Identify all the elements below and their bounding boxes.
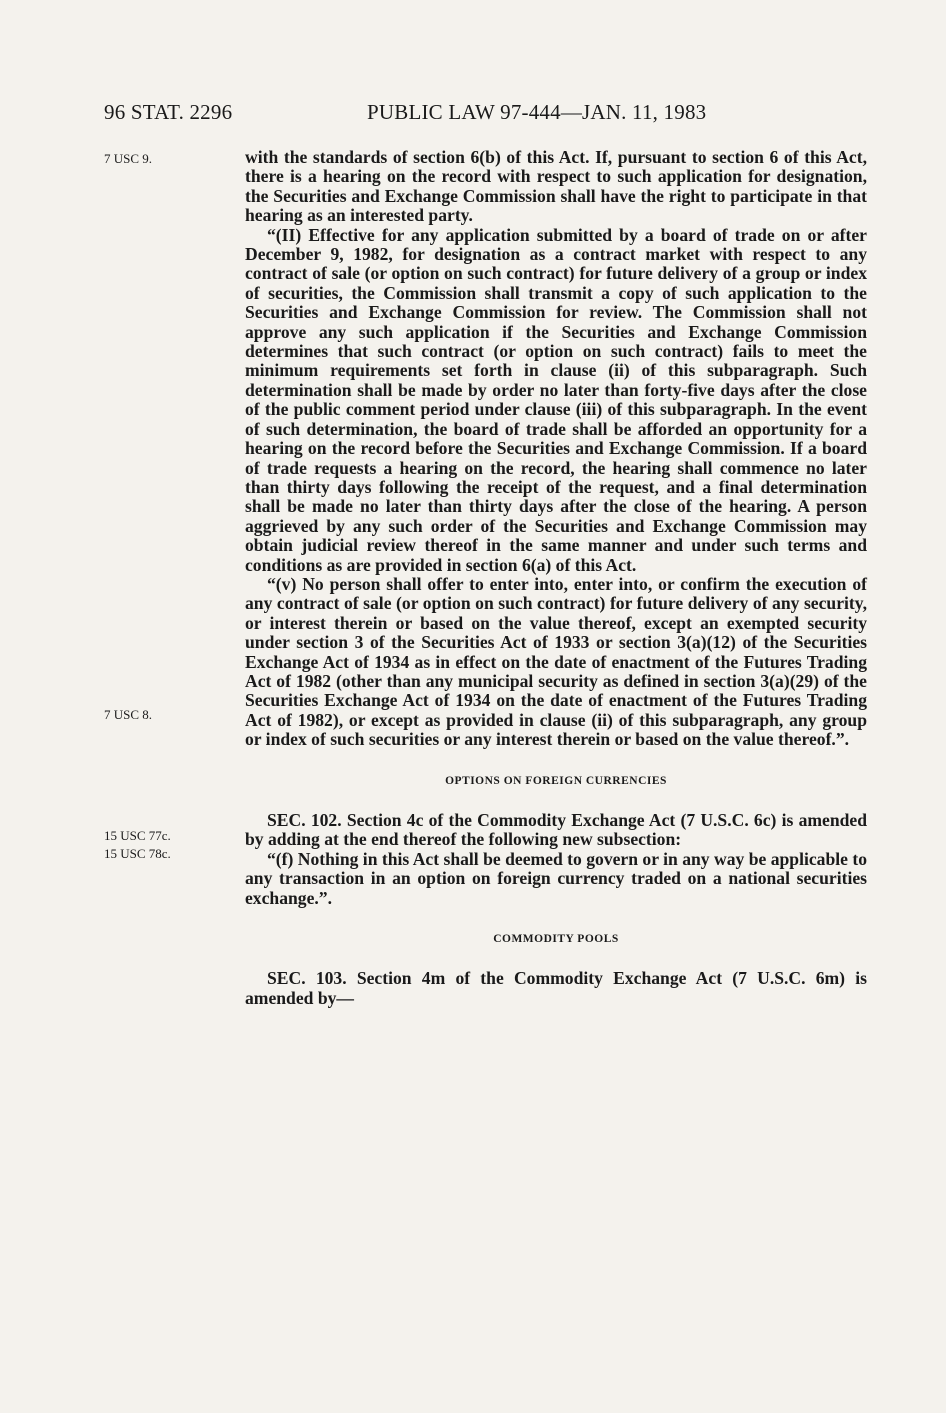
paragraph-subsection-f: “(f) Nothing in this Act shall be deemed to govern or in any way be applicable to any transaction in an option on foreign currency traded on a national securities exchange.”. bbox=[245, 848, 867, 908]
margin-note: 7 USC 9. bbox=[104, 151, 153, 166]
margin-note: 7 USC 8. bbox=[104, 707, 153, 722]
section-heading-options: OPTIONS ON FOREIGN CURRENCIES bbox=[445, 774, 667, 787]
paragraph-continuation: with the standards of section 6(b) of this Act. If, pursuant to section 6 of this Act, there is a hearing on the record with respect to such application for designation, the Securities and Exchange Commission shall have the right to participate in that hearing as an interested party. bbox=[245, 147, 867, 226]
paragraph-sec-103: SEC. 103. Section 4m of the Commodity Exchange Act (7 U.S.C. 6m) is amended by— bbox=[245, 968, 867, 1008]
paragraph-clause-v: “(v) No person shall offer to enter into, enter into, or confirm the execution of any contract of sale (or option on such contract) for future delivery of any security, or interest therein or based on the value thereof, except an exempted security under section 3 of the Securities Act of 1933 or section 3(a)(12) of the Securities Exchange Act of 1934 as in effect on the date of enactment of the Futures Trading Act of 1982 (other than any municipal security as defined in section 3(a)(29) of the Securities Exchange Act of 1934 on the date of enactment of the Futures Trading Act of 1982), or except as provided in clause (ii) of this subparagraph, any group or index of such securities or any interest therein or based on the value thereof.”. bbox=[245, 573, 867, 750]
margin-note: 15 USC 78c. bbox=[104, 846, 171, 861]
paragraph-clause-ii: “(II) Effective for any application submitted by a board of trade on or after December 9, 1982, for designation as a contract market with respect to any contract of sale (or option on such contract) for future delivery of a group or index of securities, the Commission shall transmit a copy of such application to the Securities and Exchange Commission for review. The Commission shall not approve any such application if the Securities and Exchange Commission determines that such contract (or option on such contract) fails to meet the minimum requirements set forth in clause (ii) of this subparagraph. Such determination shall be made by order no later than forty-five days after the close of the public comment period under clause (iii) of this subparagraph. In the event of such determination, the board of trade shall be afforded an opportunity for a hearing on the record before the Securities and Exchange Commission. If a board of trade requests a hearing on the record, the hearing shall commence no later than thirty days following the receipt of the request, and a final determination shall be made no later than thirty days after the close of the hearing. A person aggrieved by any such order of the Securities and Exchange Commission may obtain judicial review thereof in the same manner and under such terms and conditions as are provided in section 6(a) of this Act. bbox=[245, 224, 867, 575]
section-heading-pools: COMMODITY POOLS bbox=[493, 933, 619, 946]
law-title-header: PUBLIC LAW 97-444—JAN. 11, 1983 bbox=[367, 100, 707, 124]
page-reference: 96 STAT. 2296 bbox=[104, 100, 233, 124]
margin-note: 15 USC 77c. bbox=[104, 828, 171, 843]
body-text bbox=[245, 148, 867, 1008]
paragraph-sec-102: SEC. 102. Section 4c of the Commodity Exchange Act (7 U.S.C. 6c) is amended by adding at the end thereof the following new subsection: bbox=[245, 810, 867, 850]
